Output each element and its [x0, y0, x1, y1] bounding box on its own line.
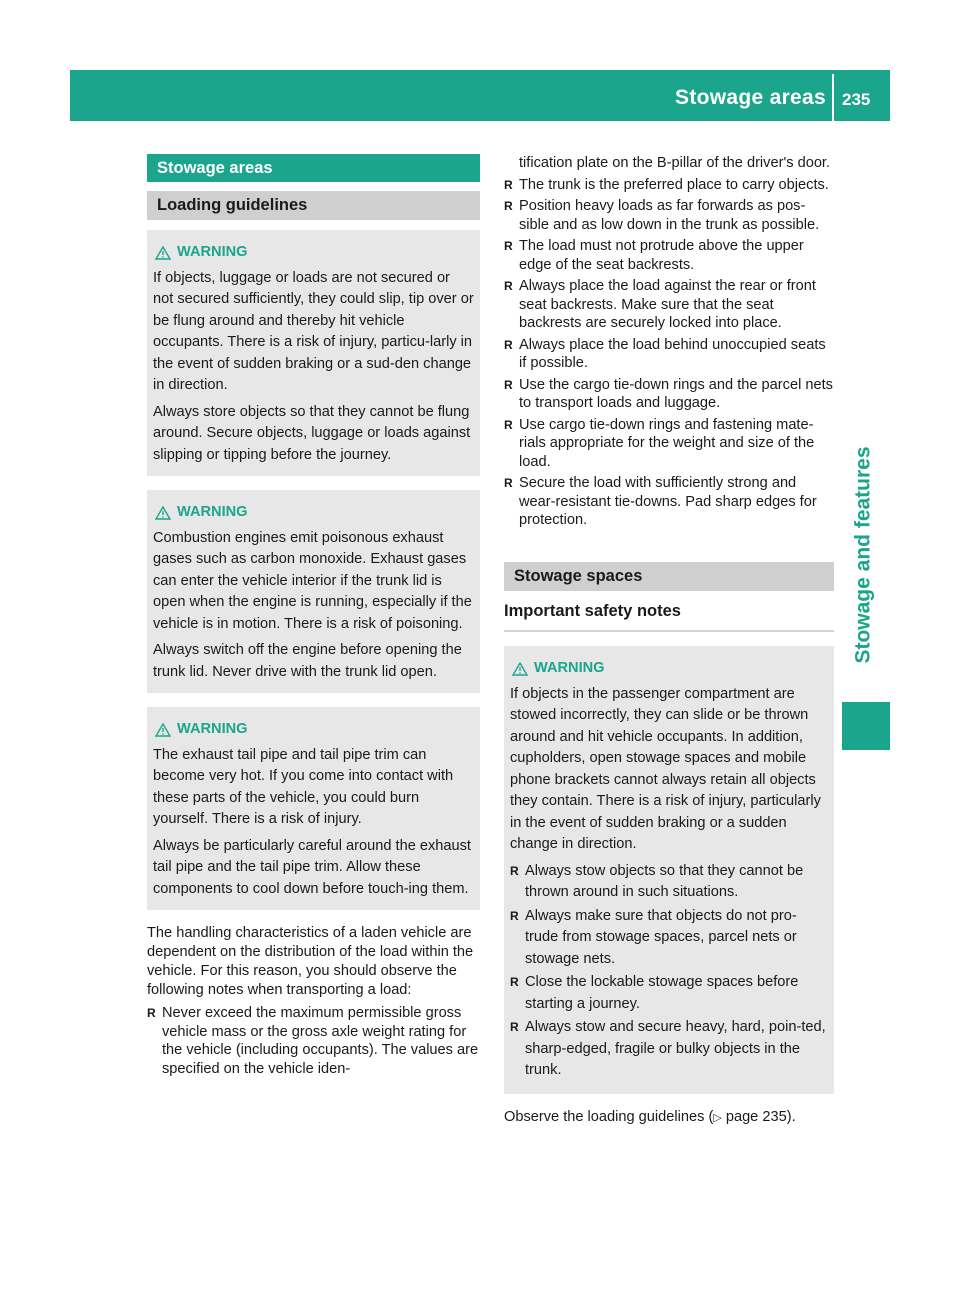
right-triangle-icon: ▷ — [713, 1111, 722, 1124]
bullet-list — [504, 176, 834, 530]
subsection-title-loading-guidelines: Loading guidelines — [147, 191, 480, 220]
warning-triangle-icon — [512, 662, 528, 676]
list-item — [510, 861, 828, 904]
body-paragraph: The handling characteristics of a laden vehicle are dependent on the distribution of the load within the vehicle. For this reason, you should observe the following notes when transporting a load: — [147, 925, 474, 998]
warning-heading — [510, 658, 828, 680]
list-item — [504, 376, 834, 413]
list-item — [510, 1017, 828, 1082]
bullet-icon: R — [504, 417, 513, 432]
bullet-icon: R — [504, 177, 513, 192]
bullet-icon: R — [504, 377, 513, 392]
left-column — [147, 154, 480, 1081]
warning-box-1 — [147, 230, 480, 476]
list-item-text: Always place the load against the rear or front seat backrests. Make sure that the seat backrests are securely locked into place. — [519, 278, 816, 331]
warning-box-2 — [147, 490, 480, 693]
warning-label: WARNING — [177, 504, 248, 520]
list-item — [504, 277, 834, 333]
bullet-icon: R — [504, 476, 513, 490]
list-item — [504, 237, 834, 274]
warning-heading — [153, 719, 474, 741]
side-tab — [842, 420, 886, 690]
warning-text: Combustion engines emit poisonous exhaust gases such as carbon monoxide. Exhaust gases can enter the vehicle interior if the trunk lid is open when the engine is running, especially if the vehicle is in motion. There is a risk of poisoning. — [153, 529, 472, 632]
list-item — [504, 336, 834, 373]
list-item — [504, 474, 834, 530]
section-title-stowage-areas: Stowage areas — [147, 154, 480, 182]
warning-box-4 — [504, 646, 834, 1094]
page-reference — [504, 1108, 834, 1128]
side-tab-marker — [842, 702, 890, 750]
warning-text: If objects in the passenger compartment are stowed incorrectly, they can slide or be thrown around and hit vehicle occupants. In addition, cupholders, open stowage spaces and mobile phone brackets cannot always retain all objects they contain. There is a risk of injury, particularly in the event of sudden braking or a sudden change in direction. — [510, 685, 821, 852]
warning-text: Always be particularly careful around the exhaust tail pipe and the tail pipe trim. Allow these components to cool down before touch-ing them. — [153, 837, 471, 897]
list-item — [147, 1004, 480, 1078]
warning-triangle-icon — [155, 246, 171, 260]
page-number: 235 — [842, 90, 871, 109]
list-item-text: Never exceed the maximum permissible gross vehicle mass or the gross axle weight rating for the vehicle (including occupants). The values are specified on the vehicle iden- — [162, 1005, 479, 1077]
list-item-text: Always stow objects so that they cannot be thrown around in such situations. — [525, 862, 804, 900]
warning-box-3 — [147, 707, 480, 910]
list-item-text: Use the cargo tie-down rings and the parcel nets to transport loads and luggage. — [519, 376, 833, 411]
list-item-text: The trunk is the preferred place to carry objects. — [519, 176, 829, 193]
list-item-text: Always make sure that objects do not pro-trude from stowage spaces, parcel nets or stowage nets. — [525, 907, 797, 967]
list-item-text: The load must not protrude above the upper edge of the seat backrests. — [519, 238, 804, 273]
bullet-icon: R — [504, 337, 513, 352]
list-item-text: Always place the load behind unoccupied seats if possible. — [519, 336, 826, 371]
reference-text: Observe the loading guidelines ( — [504, 1108, 714, 1125]
bullet-icon: R — [504, 199, 513, 213]
bullet-icon: R — [504, 279, 513, 293]
list-item-text: Close the lockable stowage spaces before starting a journey. — [525, 974, 799, 1012]
warning-heading — [153, 502, 474, 524]
bullet-icon: R — [510, 863, 519, 878]
page-header-title: Stowage areas — [675, 86, 826, 109]
warning-text: The exhaust tail pipe and tail pipe trim can become very hot. If you come into contact with these parts of the vehicle, you could burn yourself. There is a risk of injury. — [153, 746, 454, 827]
reference-link[interactable]: page 235). — [721, 1108, 796, 1125]
warning-text: Always switch off the engine before opening the trunk lid. Never drive with the trunk lid open. — [153, 642, 462, 680]
warning-text: Always store objects so that they cannot be flung around. Secure objects, luggage or loads against slipping or tipping before the journey. — [153, 403, 471, 463]
warning-bullet-list — [510, 861, 828, 1082]
warning-heading — [153, 242, 474, 264]
continued-text: tification plate on the B-pillar of the driver's door. — [519, 155, 831, 171]
spacer — [504, 533, 834, 562]
warning-triangle-icon — [155, 506, 171, 520]
bullet-icon: R — [510, 975, 519, 989]
bullet-icon: R — [510, 1020, 519, 1034]
bullet-list — [147, 1004, 480, 1078]
right-column — [504, 154, 834, 1128]
header-divider — [832, 74, 834, 121]
list-item — [504, 197, 834, 234]
warning-triangle-icon — [155, 723, 171, 737]
heading-important-safety-notes: Important safety notes — [504, 601, 834, 633]
list-item-text: Position heavy loads as far forwards as pos-sible and as low down in the trunk as possible. — [519, 198, 820, 233]
warning-label: WARNING — [177, 244, 248, 260]
list-item — [510, 906, 828, 971]
bullet-icon: R — [504, 239, 513, 253]
list-item-text: Secure the load with sufficiently strong and wear-resistant tie-downs. Pad sharp edges for protection. — [519, 475, 817, 528]
warning-label: WARNING — [177, 721, 248, 737]
list-item-text: Use cargo tie-down rings and fastening mate-rials appropriate for the weight and size of the load. — [519, 416, 815, 470]
bullet-icon: R — [147, 1006, 156, 1020]
list-item-text: Always stow and secure heavy, hard, poin-ted, sharp-edged, fragile or bulky objects in the trunk. — [525, 1019, 826, 1078]
bullet-icon: R — [510, 908, 519, 923]
section-title-stowage-spaces: Stowage spaces — [504, 562, 834, 591]
warning-label: WARNING — [534, 660, 605, 676]
warning-text: If objects, luggage or loads are not secured or not secured sufficiently, they could slip, tip over or be flung around and thereby hit vehicle occupants. There is a risk of injury, particu-larly in the event of sudden braking or a sud-den change in direction. — [153, 269, 474, 393]
side-tab-label: Stowage and features — [852, 446, 875, 664]
list-item — [510, 972, 828, 1015]
list-item — [504, 416, 834, 472]
list-item — [504, 176, 834, 195]
